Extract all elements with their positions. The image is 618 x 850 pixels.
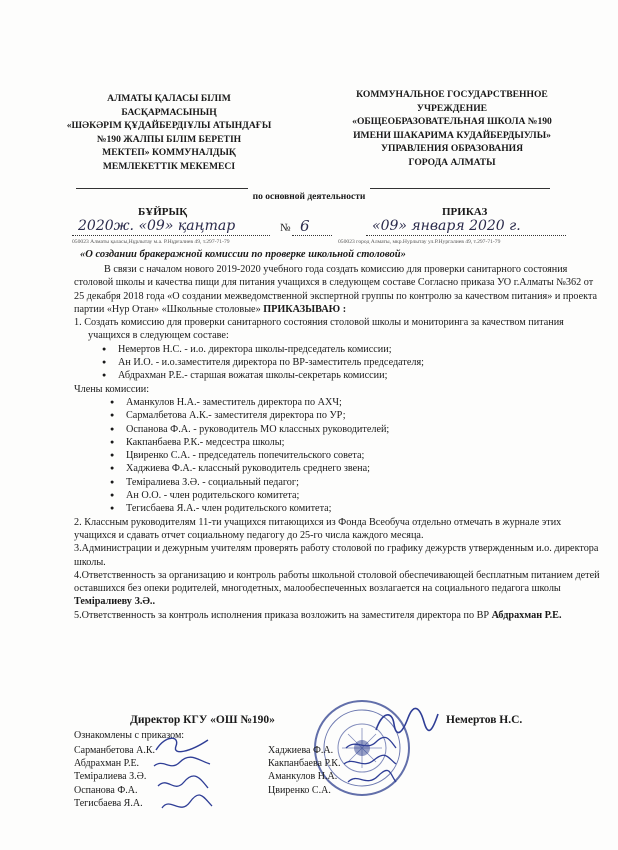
header-right-russian (320, 88, 584, 170)
list-item: ● Ан И.О. - и.о.заместителя директора по ВР-заместитель председателя; (118, 356, 604, 369)
list-item: ● Аманкулов Н.А.- заместитель директора по АХЧ; (126, 396, 604, 409)
acknowledged-person: Тегисбаева Я.А. (74, 797, 143, 809)
header-left-line: АЛМАТЫ ҚАЛАСЫ БІЛІМ (107, 93, 231, 104)
item-5: 5.Ответственность за контроль исполнения приказа возложить на заместителя директора по ВР Абдрахман Р.Е. (74, 609, 562, 621)
header-left-kazakh (58, 92, 280, 174)
address-kz: 050023 Алматы қаласы,Нұрлытау м.а. Р.Нұрғалиев 49, т.297-71-79 (72, 239, 230, 245)
commission-leaders-list (74, 343, 604, 383)
header-left-line: МЕМЛЕКЕТТІК МЕКЕМЕСІ (102, 160, 236, 172)
acknowledged-person: Аманкулов Н.А. (268, 771, 338, 783)
header-left-line: МЕКТЕП» КОММУНАЛДЫҚ (102, 147, 236, 159)
acknowledged-person: Оспанова Ф.А. (74, 784, 138, 796)
list-item: ● Тегисбаева Я.А.- член родительского комитета; (126, 502, 604, 515)
acknowledged-signatures-left (150, 732, 216, 822)
date-line-left (72, 235, 270, 236)
acknowledged-person: Хаджиева Ф.А. (268, 745, 334, 756)
header-right-line: УЧРЕЖДЕНИЕ (416, 102, 488, 114)
list-item: ● Какпанбаева Р.К.- медсестра школы; (126, 436, 604, 449)
date-line-right (366, 235, 566, 236)
item-4: 4.Ответственность за организацию и контроль работы школьной столовой обеспечивающей бесплатным питанием детей оставшихся без опеки родителей, многодетных, малообеспеченных возлагается на социального педагога школы Теміралиеву З.Ә.. (74, 569, 600, 608)
order-directive: ПРИКАЗЫВАЮ : (263, 303, 347, 315)
header-right-line: КОММУНАЛЬНОЕ ГОСУДАРСТВЕННОЕ (356, 89, 548, 100)
order-number: 6 (300, 217, 310, 235)
director-title: Директор КГУ «ОШ №190» (130, 714, 275, 726)
item-5-responsible: Абдрахман Р.Е. (491, 609, 562, 621)
acknowledged-person: Сарманбетова А.К. (74, 745, 156, 756)
header-left-line: №190 ЖАЛПЫ БІЛІМ БЕРЕТІН (96, 133, 242, 145)
list-item: ● Хаджиева Ф.А.- классный руководитель среднего звена; (126, 462, 604, 475)
item-3: 3.Администрации и дежурным учителям проверять работу столовой по графику дежурств утвержденным и.о. директора школы. (74, 543, 599, 568)
acknowledged-person: Цвиренко С.А. (268, 784, 331, 796)
header-right-line: УПРАВЛЕНИЯ ОБРАЗОВАНИЯ (380, 143, 524, 155)
acknowledged-person: Какпанбаева Р.К. (268, 758, 341, 770)
header-left-line: «ШӘКӘРІМ ҚҰДАЙБЕРДІҰЛЫ АТЫНДАҒЫ (66, 120, 272, 132)
commission-members-list (74, 396, 604, 516)
order-body (74, 263, 604, 622)
director-name: Немертов Н.С. (446, 714, 523, 726)
list-item: ● Немертов Н.С. - и.о. директора школы-председатель комиссии; (118, 343, 604, 356)
header-left-line: БАСҚАРМАСЫНЫҢ (121, 106, 217, 118)
order-date-kz: 2020ж. «09» қаңтар (78, 218, 236, 234)
order-number-sign: № (280, 222, 291, 234)
header-right-line: ГОРОДА АЛМАТЫ (408, 156, 496, 168)
address-ru: 050023 город Алматы, мкр.Нурлытау ул.Р.Нургалиев 49, т.297-71-79 (338, 239, 501, 245)
list-item: ● Ан О.О. - член родительского комитета; (126, 489, 604, 502)
order-date-ru: «09» января 2020 г. (372, 218, 521, 234)
header-right-line: «ОБЩЕОБРАЗОВАТЕЛЬНАЯ ШКОЛА №190 (352, 116, 552, 128)
basis-label: по основной деятельности (252, 192, 366, 202)
acknowledged-right-list (268, 744, 340, 797)
header-divider-left (76, 188, 248, 189)
list-item: ● Теміралиева З.Ә. - социальный педагог; (126, 476, 604, 489)
acknowledged-left-list (74, 744, 155, 810)
acknowledged-person: Абдрахман Р.Е. (74, 758, 140, 770)
header-right-line: ИМЕНИ ШАКАРИМА КУДАЙБЕРДЫУЛЫ» (353, 129, 551, 141)
order-subject: «О создании бракеражной комиссии по проверке школьной столовой» (80, 249, 406, 260)
item-2: 2. Классным руководителям 11-ти учащихся питающихся из Фонда Всеобуча отдельно отмечать в журнале этих учащихся и сдавать отчет социальному педагогу до 25-го числа каждого месяца. (74, 516, 562, 541)
preamble: В связи с началом нового 2019-2020 учебного года создать комиссию для проверки санитарного состояния столовой школы и качества пищи для питания учащихся в следующем составе Согласно приказа УО г.Алматы №362 от 25 декабря 2018 года «О создании межведомственной экспертной группы по контролю за качеством питания» и проекта партии «Нур Отан» «Школьные столовые» ПРИКАЗЫВАЮ : (74, 264, 598, 315)
list-item: ● Сармалбетова А.К.- заместителя директора по УР; (126, 409, 604, 422)
acknowledged-label: Ознакомлены с приказом: (74, 730, 185, 741)
order-title-kz: БҰЙРЫҚ (138, 206, 188, 218)
number-line (292, 235, 332, 236)
list-item: ● Оспанова Ф.А. - руководитель МО классных руководителей; (126, 423, 604, 436)
acknowledged-person: Теміралиева З.Ә. (74, 771, 147, 783)
item-4-responsible: Теміралиеву З.Ә.. (74, 596, 155, 608)
list-item: ● Цвиренко С.А. - председатель попечительского совета; (126, 449, 604, 462)
list-item: ● Абдрахман Р.Е.- старшая вожатая школы-секретарь комиссии; (118, 369, 604, 382)
order-title-ru: ПРИКАЗ (442, 206, 488, 218)
members-label: Члены комиссии: (74, 383, 150, 395)
header-divider-right (370, 188, 550, 189)
item-1: 1. Создать комиссию для проверки санитарного состояния столовой школы и мониторинга за качеством питания учащихся в следующем составе: (74, 317, 564, 342)
